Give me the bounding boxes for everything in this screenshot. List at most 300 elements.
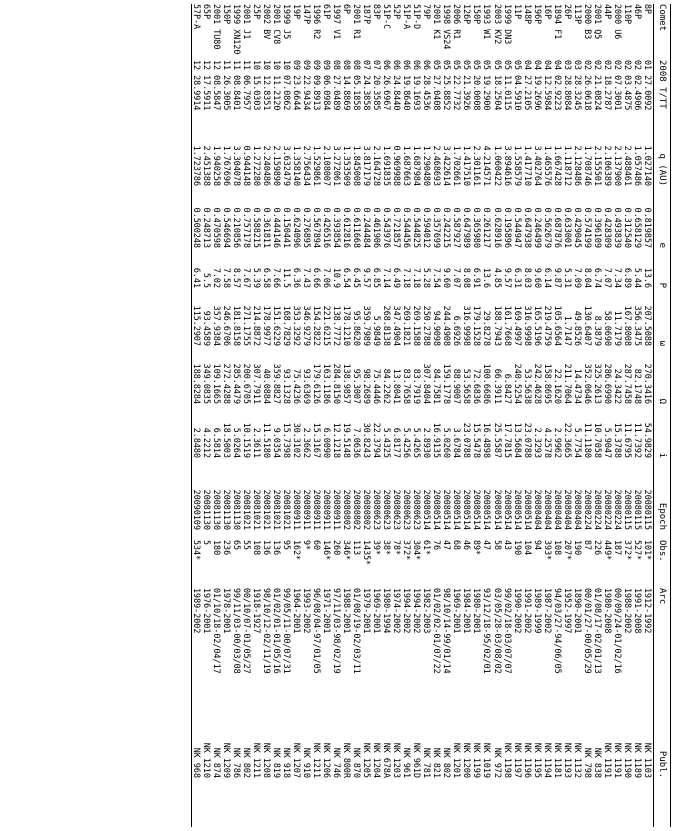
cell-obs: 9* bbox=[301, 540, 312, 551]
cell-publ: NK 821 bbox=[432, 747, 443, 778]
cell-e: 0.150441 bbox=[281, 207, 292, 248]
table-row bbox=[553, 4, 563, 827]
cell-publ: NK 781 bbox=[422, 747, 433, 778]
cell-comet: 196P bbox=[532, 4, 543, 25]
cell-epoch: 20080514 bbox=[502, 489, 513, 530]
cell-comet: 2001 R1 bbox=[352, 4, 363, 40]
cell-obs: 136 bbox=[261, 540, 272, 556]
header-node: Ω bbox=[657, 398, 667, 404]
cell-q: 0.944148 bbox=[241, 145, 252, 186]
table-row bbox=[222, 4, 232, 827]
cell-incl: 10.7058 bbox=[592, 422, 603, 458]
cell-epoch: 20080623 bbox=[392, 489, 403, 530]
cell-publ: NK 1210 bbox=[201, 742, 212, 778]
cell-arc: 1980-2008 bbox=[602, 588, 613, 634]
cell-epoch: 20080514 bbox=[482, 489, 493, 530]
cell-p: 6.89 bbox=[622, 267, 633, 288]
cell-omega: 154.2822 bbox=[311, 305, 322, 346]
cell-publ: NK 870 bbox=[352, 747, 363, 778]
cell-epoch: 20080802 bbox=[352, 489, 363, 530]
cell-e: 0.658129 bbox=[632, 207, 643, 248]
cell-comet: 2000 B3 bbox=[582, 4, 593, 40]
cell-date: 09 23.6644 bbox=[291, 60, 302, 111]
cell-q: 2.451388 bbox=[201, 145, 212, 186]
cell-p: 6.91 bbox=[472, 267, 483, 288]
cell-node: 6.8427 bbox=[502, 373, 513, 404]
cell-comet: 57P-A bbox=[191, 4, 202, 30]
cell-node: 75.4446 bbox=[372, 368, 383, 404]
table-row bbox=[232, 4, 242, 827]
cell-arc: 1988-2001 bbox=[342, 588, 353, 634]
cell-publ: NK 1209 bbox=[221, 742, 232, 778]
cell-incl: 23.0788 bbox=[462, 422, 473, 458]
cell-epoch: 20080623 bbox=[372, 489, 383, 530]
cell-p: 6.36 bbox=[291, 267, 302, 288]
table-row bbox=[262, 4, 272, 827]
table-row bbox=[212, 4, 222, 827]
cell-epoch: 20080802 bbox=[362, 489, 373, 530]
cell-p: 8.03 bbox=[522, 267, 533, 288]
cell-e: 0.567894 bbox=[311, 207, 322, 248]
cell-q: 3.304078 bbox=[231, 145, 242, 186]
cell-node: 24.3422 bbox=[612, 368, 623, 404]
cell-node: 285.4479 bbox=[231, 363, 242, 404]
cell-arc: 1987-2002 bbox=[542, 588, 553, 634]
cell-incl: 5.0260 bbox=[442, 427, 453, 458]
cell-publ: NK 972 bbox=[492, 747, 503, 778]
header-epoch: Epoch bbox=[657, 502, 667, 530]
cell-arc: 1952-1997 bbox=[562, 588, 573, 634]
cell-omega: 169.4997 bbox=[512, 305, 523, 346]
cell-p: 9.57 bbox=[362, 267, 373, 288]
cell-q: 1.027140 bbox=[642, 145, 653, 186]
cell-publ: NK 1193 bbox=[562, 742, 573, 778]
cell-node: 40.0884 bbox=[261, 368, 272, 404]
cell-obs: 346* bbox=[342, 540, 353, 561]
cell-obs: 87 bbox=[582, 540, 593, 551]
header-obs: Obs. bbox=[657, 540, 667, 562]
cell-incl: 5.9047 bbox=[602, 427, 613, 458]
cell-incl: 5.0264 bbox=[231, 427, 242, 458]
cell-publ: NK 1204 bbox=[372, 742, 383, 778]
cell-comet: 6P bbox=[342, 4, 353, 15]
cell-publ: NK 1132 bbox=[572, 742, 583, 778]
cell-arc: 99/05/11-00/07/31 bbox=[281, 588, 292, 674]
header-comet: Comet bbox=[657, 4, 667, 32]
cell-comet: 11P bbox=[512, 4, 523, 20]
cell-date: 05 11.0115 bbox=[502, 60, 513, 111]
table-body bbox=[192, 4, 653, 827]
cell-date: 02 18.2787 bbox=[602, 60, 613, 111]
cell-omega: 115.2907 bbox=[191, 305, 202, 346]
cell-obs: 68 bbox=[452, 540, 463, 551]
cell-omega: 346.9279 bbox=[301, 305, 312, 346]
cell-q: 1.691835 bbox=[382, 145, 393, 186]
cell-incl: 2.3293 bbox=[532, 427, 543, 458]
cell-q: 3.272061 bbox=[332, 145, 343, 186]
cell-date: 04 02.9223 bbox=[552, 60, 563, 111]
cell-incl: 15.3167 bbox=[311, 422, 322, 458]
cell-obs: 65 bbox=[231, 540, 242, 551]
cell-q: 2.128486 bbox=[572, 145, 583, 186]
cell-date: 02 26.0618 bbox=[582, 60, 593, 111]
cell-node: 240.5254 bbox=[512, 363, 523, 404]
cell-epoch: 20081021 bbox=[261, 489, 272, 530]
cell-comet: 46P bbox=[632, 4, 643, 20]
cell-e: 0.470598 bbox=[211, 207, 222, 248]
cell-e: 0.261217 bbox=[482, 207, 493, 248]
cell-arc: 1991-2008 bbox=[632, 588, 643, 634]
cell-omega: 246.6706 bbox=[221, 305, 232, 346]
cell-epoch: 20080224 bbox=[582, 489, 593, 530]
cell-comet: 187P bbox=[362, 4, 373, 25]
cell-comet: 2001 K1 bbox=[432, 4, 443, 40]
cell-p: 5.31 bbox=[562, 267, 573, 288]
cell-omega: 161.7668 bbox=[502, 305, 513, 346]
cell-p: 13.6 bbox=[642, 267, 653, 288]
cell-e: 0.574199 bbox=[582, 207, 593, 248]
cell-q: 2.137900 bbox=[612, 145, 623, 186]
cell-node: 66.3911 bbox=[492, 368, 503, 404]
cell-publ: NK 1207 bbox=[291, 742, 302, 778]
cell-arc: 01/08/19-02/03/11 bbox=[352, 588, 363, 674]
cell-date: 02 03.4875 bbox=[622, 60, 633, 111]
cell-obs: 180 bbox=[211, 540, 222, 556]
cell-omega: 219.4759 bbox=[542, 305, 553, 346]
cell-comet: 2003 KV2 bbox=[492, 4, 503, 45]
cell-e: 0.426516 bbox=[321, 207, 332, 248]
table-header-row bbox=[654, 4, 670, 827]
cell-date: 03 28.3245 bbox=[572, 60, 583, 111]
cell-obs: 5 bbox=[201, 540, 212, 546]
cell-incl: 3.6784 bbox=[452, 427, 463, 458]
table-row bbox=[342, 4, 352, 827]
cell-obs: 190 bbox=[572, 540, 583, 556]
cell-node: 284.8150 bbox=[332, 363, 343, 404]
cell-epoch: 20081130 bbox=[231, 489, 242, 530]
cell-e: 0.624096 bbox=[291, 207, 302, 248]
table-row bbox=[352, 4, 362, 827]
cell-incl: 6.5814 bbox=[211, 427, 222, 458]
cell-obs: 187 bbox=[612, 540, 623, 556]
table-row bbox=[292, 4, 302, 827]
cell-comet: 113P bbox=[572, 4, 583, 25]
cell-arc: 98/10/12-02/11/19 bbox=[261, 588, 272, 674]
table-row bbox=[372, 4, 382, 827]
cell-arc: 00/01/27-00/05/29 bbox=[582, 588, 593, 674]
table-row bbox=[442, 4, 452, 827]
cell-omega: 94.9098 bbox=[432, 310, 443, 346]
cell-obs: 527* bbox=[632, 540, 643, 561]
cell-node: 75.4236 bbox=[291, 368, 302, 404]
cell-q: 2.106389 bbox=[602, 145, 613, 186]
cell-omega: 5.9849 bbox=[372, 315, 383, 346]
cell-arc: 1976-2001 bbox=[201, 588, 212, 634]
cell-comet: 1999 J5 bbox=[281, 4, 292, 40]
cell-e: 0.444146 bbox=[271, 207, 282, 248]
cell-comet: 147P bbox=[301, 4, 312, 25]
cell-p: 7.54 bbox=[432, 267, 443, 288]
cell-publ: NK 1197 bbox=[512, 742, 523, 778]
cell-p: 9.57 bbox=[502, 267, 513, 288]
cell-obs: 108 bbox=[552, 540, 563, 556]
header-arc: Arc bbox=[657, 588, 667, 605]
cell-arc: 1990-2002 bbox=[512, 588, 523, 634]
cell-q: 1.290480 bbox=[422, 145, 433, 186]
cell-obs: 226 bbox=[592, 540, 603, 556]
cell-epoch: 20080404 bbox=[572, 489, 583, 530]
cell-incl: 30.8243 bbox=[362, 422, 373, 458]
table-row bbox=[593, 4, 603, 827]
cell-publ: NK 968 bbox=[191, 747, 202, 778]
header-date: 2008 T/TT bbox=[657, 60, 667, 109]
cell-date: 06 28.4536 bbox=[422, 60, 433, 111]
cell-incl: 2.3611 bbox=[251, 427, 262, 458]
cell-epoch: 20081130 bbox=[221, 489, 232, 530]
cell-p: 6.58 bbox=[261, 267, 272, 288]
cell-omega: 49.8526 bbox=[572, 310, 583, 346]
cell-p: 11.5 bbox=[281, 267, 292, 288]
cell-epoch: 20081021 bbox=[251, 489, 262, 530]
cell-comet: 25P bbox=[251, 4, 262, 20]
cell-omega: 168.7829 bbox=[281, 305, 292, 346]
cell-p: 7.18 bbox=[402, 267, 413, 288]
cell-epoch: 20081130 bbox=[201, 489, 212, 530]
table-row bbox=[382, 4, 392, 827]
cell-p: 7.14 bbox=[382, 267, 393, 288]
cell-p: 6.49 bbox=[392, 267, 403, 288]
cell-comet: 19P bbox=[291, 4, 302, 20]
cell-arc: 1978-2001 bbox=[221, 588, 232, 634]
cell-publ: NK 838 bbox=[592, 747, 603, 778]
cell-omega: 167.8008 bbox=[622, 305, 633, 346]
cell-date: 08 05.1858 bbox=[352, 60, 363, 111]
table-row bbox=[322, 4, 332, 827]
cell-e: 0.546694 bbox=[221, 207, 232, 248]
cell-q: 1.702661 bbox=[452, 145, 463, 186]
cell-omega: 165.5196 bbox=[532, 305, 543, 346]
cell-arc: 94/03/27-94/06/05 bbox=[552, 588, 563, 674]
table-row bbox=[543, 4, 553, 827]
cell-node: 349.0835 bbox=[201, 363, 212, 404]
cell-publ: NK 1198 bbox=[502, 742, 513, 778]
cell-node: 272.4288 bbox=[221, 363, 232, 404]
cell-node: 93.1328 bbox=[281, 368, 292, 404]
cell-incl: 2.9962 bbox=[552, 427, 563, 458]
cell-node: 159.1778 bbox=[442, 363, 453, 404]
cell-q: 2.164728 bbox=[372, 145, 383, 186]
cell-p: 7.09 bbox=[572, 267, 583, 288]
cell-incl: 5.4325 bbox=[382, 427, 393, 458]
cell-omega: 11.7179 bbox=[612, 310, 623, 346]
table-row bbox=[332, 4, 342, 827]
cell-incl: 4.2212 bbox=[201, 427, 212, 458]
cell-q: 2.488461 bbox=[622, 145, 633, 186]
cell-omega: 214.8872 bbox=[251, 305, 262, 346]
cell-q: 2.468693 bbox=[432, 145, 443, 186]
cell-epoch: 20080224 bbox=[612, 489, 623, 530]
cell-q: 1.687663 bbox=[402, 145, 413, 186]
cell-epoch: 20080514 bbox=[442, 489, 453, 530]
cell-e: 0.365980 bbox=[472, 207, 483, 248]
cell-q: 1.358140 bbox=[291, 145, 302, 186]
cell-arc: 1971-2001 bbox=[321, 588, 332, 634]
cell-incl: 22.3665 bbox=[562, 422, 573, 458]
cell-p: 9.87 bbox=[552, 267, 563, 288]
cell-incl: 5.4265 bbox=[412, 427, 423, 458]
cell-omega: 93.4589 bbox=[201, 310, 212, 346]
cell-publ: NK 1190 bbox=[622, 742, 633, 778]
cell-e: 0.357699 bbox=[432, 207, 443, 248]
cell-epoch: 20080514 bbox=[512, 489, 523, 530]
cell-arc: 1974-2002 bbox=[392, 588, 403, 634]
cell-omega: 179.1528 bbox=[472, 305, 483, 346]
cell-omega: 178.9977 bbox=[261, 305, 272, 346]
cell-date: 10 11.2120 bbox=[271, 60, 282, 111]
cell-p: 7.67 bbox=[241, 267, 252, 288]
cell-e: 0.757178 bbox=[241, 207, 252, 248]
cell-epoch: 20080514 bbox=[432, 489, 443, 530]
cell-comet: 1997 V1 bbox=[332, 4, 343, 40]
cell-arc: 1980-2001 bbox=[472, 588, 483, 634]
cell-epoch: 20080623 bbox=[412, 489, 423, 530]
cell-p: 7.34 bbox=[612, 267, 623, 288]
cell-p: 6.45 bbox=[352, 267, 363, 288]
cell-epoch: 20080623 bbox=[402, 489, 413, 530]
cell-e: 0.493839 bbox=[612, 207, 623, 248]
cell-incl: 16.9135 bbox=[432, 422, 443, 458]
cell-q: 1.708746 bbox=[582, 145, 593, 186]
header-publ: Publ. bbox=[657, 750, 667, 778]
cell-date: 06 19.8640 bbox=[402, 60, 413, 111]
cell-obs: 108 bbox=[251, 540, 262, 556]
cell-e: 0.543976 bbox=[382, 207, 393, 248]
cell-omega: 347.4904 bbox=[392, 305, 403, 346]
cell-date: 07 20.3585 bbox=[372, 60, 383, 111]
cell-date: 11 08.8401 bbox=[231, 60, 242, 111]
cell-publ: NK 819 bbox=[271, 747, 282, 778]
cell-epoch: 20080911 bbox=[311, 489, 322, 530]
cell-e: 0.276895 bbox=[301, 207, 312, 248]
cell-epoch: 20081021 bbox=[241, 489, 252, 530]
cell-publ: NK 1203 bbox=[392, 742, 403, 778]
cell-incl: 2.8930 bbox=[422, 427, 433, 458]
cell-node: 138.9857 bbox=[342, 363, 353, 404]
table-row bbox=[282, 4, 292, 827]
table-row bbox=[482, 4, 492, 827]
cell-e: 0.611668 bbox=[352, 207, 363, 248]
cell-omega: 188.7943 bbox=[492, 305, 503, 346]
cell-node: 83.7658 bbox=[402, 368, 413, 404]
cell-omega: 178.1210 bbox=[342, 305, 353, 346]
cell-q: 2.240486 bbox=[261, 145, 272, 186]
cell-incl: 11.5180 bbox=[261, 422, 272, 458]
cell-arc: 1964-2001 bbox=[291, 588, 302, 634]
cell-publ: NK 1019 bbox=[482, 742, 493, 778]
cell-q: 2.155501 bbox=[592, 145, 603, 186]
cell-obs: 236 bbox=[221, 540, 232, 556]
table-row bbox=[302, 4, 312, 827]
cell-obs: 95 bbox=[281, 540, 292, 551]
cell-obs: 372* bbox=[402, 540, 413, 561]
table-row bbox=[503, 4, 513, 827]
cell-arc: 01/08/17-02/01/13 bbox=[592, 588, 603, 674]
cell-incl: 15.5478 bbox=[472, 422, 483, 458]
cell-q: 1.687984 bbox=[412, 145, 423, 186]
cell-publ: NK 961D bbox=[412, 742, 423, 778]
cell-epoch: 20080514 bbox=[422, 489, 433, 530]
cell-node: 179.6126 bbox=[311, 363, 322, 404]
table-row bbox=[613, 4, 623, 827]
cell-q: 2.301161 bbox=[472, 145, 483, 186]
cell-publ: NK 1211 bbox=[311, 742, 322, 778]
cell-incl: 30.3102 bbox=[291, 422, 302, 458]
cell-publ: NK 1103 bbox=[642, 742, 653, 778]
cell-node: 270.3416 bbox=[642, 363, 653, 404]
table-row bbox=[432, 4, 442, 827]
header-e: e bbox=[657, 242, 667, 248]
cell-obs: 207* bbox=[562, 540, 573, 561]
cell-p: 7.02 bbox=[211, 267, 222, 288]
cell-node: 93.6369 bbox=[301, 368, 312, 404]
cell-obs: 38* bbox=[382, 540, 393, 556]
table-row bbox=[603, 4, 613, 827]
cell-e: 0.647989 bbox=[462, 207, 473, 248]
cell-arc: 93/12/18-95/02/01 bbox=[482, 588, 493, 674]
cell-obs: 78* bbox=[392, 540, 403, 556]
cell-q: 1.417510 bbox=[462, 145, 473, 186]
cell-arc: 1989-1999 bbox=[532, 588, 543, 634]
cell-p: 10.9 bbox=[332, 267, 343, 288]
cell-arc: 01/10/18-02/04/17 bbox=[211, 588, 222, 674]
cell-arc: 03/05/28-03/08/02 bbox=[492, 588, 503, 674]
cell-q: 3.817179 bbox=[362, 145, 373, 186]
cell-q: 1.529861 bbox=[311, 145, 322, 186]
table-row bbox=[493, 4, 503, 827]
cell-arc: 1980-1994 bbox=[382, 588, 393, 634]
cell-e: 0.544947 bbox=[512, 207, 523, 248]
cell-comet: 16P bbox=[542, 4, 553, 20]
cell-e: 0.312540 bbox=[622, 207, 633, 248]
cell-q: 0.969988 bbox=[392, 145, 403, 186]
cell-date: 05 27.0408 bbox=[432, 60, 443, 111]
cell-omega: 269.1821 bbox=[402, 305, 413, 346]
cell-date: 05 22.7732 bbox=[452, 60, 463, 111]
cell-arc: 96/08/04-97/01/05 bbox=[311, 588, 322, 674]
cell-epoch: 20081021 bbox=[281, 489, 292, 530]
cell-obs: 94 bbox=[532, 540, 543, 551]
cell-date: 05 19.2900 bbox=[482, 60, 493, 111]
cell-e: 0.687876 bbox=[552, 207, 563, 248]
cell-date: 10 12.8351 bbox=[261, 60, 272, 111]
cell-epoch: 20080115 bbox=[622, 489, 633, 530]
cell-arc: 01/02/01-01/05/16 bbox=[271, 588, 282, 674]
cell-e: 0.500248 bbox=[191, 207, 202, 248]
cell-omega: 250.2788 bbox=[422, 305, 433, 346]
cell-omega: 316.9998 bbox=[462, 305, 473, 346]
cell-q: 4.214571 bbox=[482, 145, 493, 186]
table-row bbox=[643, 4, 653, 827]
cell-comet: 2001 J1 bbox=[241, 4, 252, 40]
cell-obs: 55 bbox=[241, 540, 252, 551]
cell-p: 9.60 bbox=[442, 267, 453, 288]
cell-omega: 271.1755 bbox=[241, 305, 252, 346]
cell-comet: 51P-A bbox=[402, 4, 413, 30]
header-incl: i bbox=[657, 452, 667, 458]
cell-incl: 9.0354 bbox=[271, 427, 282, 458]
cell-epoch: 20080911 bbox=[332, 489, 343, 530]
cell-arc: 99/11/03-00/03/08 bbox=[231, 588, 242, 674]
